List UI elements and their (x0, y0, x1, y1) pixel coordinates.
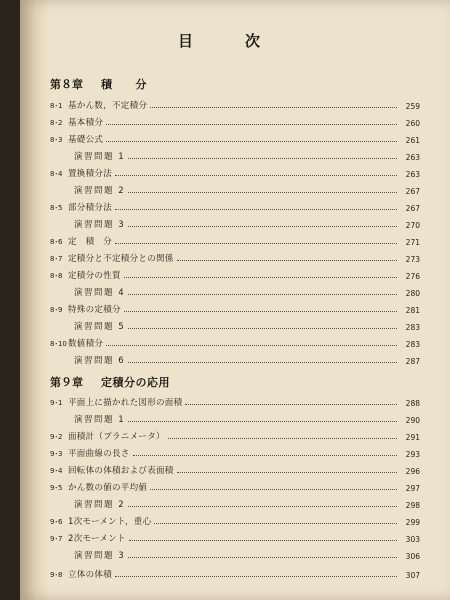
page-number: 281 (405, 306, 420, 315)
page-number: 260 (405, 119, 420, 128)
page-number: 259 (405, 102, 420, 111)
toc-entry-row (50, 445, 420, 459)
section-number: 8･9 (50, 306, 63, 314)
dot-leader (106, 123, 397, 125)
section-number: 9･1 (50, 399, 63, 407)
dot-leader (185, 403, 397, 405)
page-number: 283 (405, 340, 420, 349)
page-number: 280 (405, 289, 420, 298)
section-number: 9･2 (50, 433, 63, 441)
dot-leader (177, 471, 397, 473)
section-title: 演習問題 1 (74, 152, 126, 162)
section-title: 演習問題 1 (74, 415, 126, 425)
section-number: 9･5 (50, 484, 63, 492)
section-title: 数値積分 (68, 339, 104, 349)
section-number: 8･6 (50, 238, 63, 246)
section-title: 1次モーメント，重心 (68, 517, 152, 527)
page-number: 273 (405, 255, 420, 264)
dot-leader (129, 539, 397, 541)
dot-leader (150, 488, 397, 490)
toc-entry-row (50, 428, 420, 442)
section-title: 演習問題 4 (74, 288, 126, 298)
dot-leader (124, 276, 397, 278)
section-number: 9･4 (50, 467, 63, 475)
page-number: 306 (405, 552, 420, 561)
dot-leader (124, 310, 397, 312)
section-title: 面積計（プラニメータ） (68, 432, 165, 442)
section-title: 特殊の定積分 (68, 305, 121, 315)
section-number: 9･8 (50, 571, 63, 579)
page-title (178, 30, 260, 51)
page-number: 291 (405, 433, 420, 442)
dot-leader (128, 361, 397, 363)
toc-entry-row (50, 479, 420, 493)
section-title: 演習問題 2 (74, 500, 126, 510)
section-number: 8･4 (50, 170, 63, 178)
section-number: 8･1 (50, 102, 63, 110)
section-title: 2次モーメント (68, 534, 126, 544)
toc-entry-row (50, 114, 420, 128)
page-number: 270 (405, 221, 420, 230)
page-number: 296 (405, 467, 420, 476)
dot-leader (150, 106, 397, 108)
toc-entry-row (50, 250, 420, 264)
toc-entry-row (50, 335, 420, 349)
page-number: 263 (405, 153, 420, 162)
section-title: 定積分の性質 (68, 271, 121, 281)
toc-entry-row (50, 301, 420, 315)
section-title: 置換積分法 (68, 169, 113, 179)
section-number: 9･3 (50, 450, 63, 458)
chapter-name: 積 分 (101, 78, 147, 91)
title-char-2: 次 (245, 32, 261, 50)
toc-entry-row (50, 165, 420, 179)
chapter-heading (50, 374, 170, 390)
toc-exercise-row (50, 148, 420, 162)
toc-exercise-row (50, 182, 420, 196)
page-number: 276 (405, 272, 420, 281)
section-number: 8･7 (50, 255, 63, 263)
section-title: 演習問題 5 (74, 322, 126, 332)
page-number: 297 (405, 484, 420, 493)
section-title: 演習問題 3 (74, 220, 126, 230)
book-page (20, 0, 450, 600)
toc-entry-row (50, 199, 420, 213)
page-number: 287 (405, 357, 420, 366)
section-title: 基本積分 (68, 118, 104, 128)
section-title: 平面上に描かれた図形の面積 (68, 398, 183, 408)
dot-leader (128, 420, 397, 422)
chapter-number: 第８章 (50, 78, 83, 91)
chapter-heading (50, 76, 147, 92)
section-number: 8･2 (50, 119, 63, 127)
dot-leader (128, 191, 397, 193)
dot-leader (115, 208, 397, 210)
toc-exercise-row (50, 547, 420, 561)
toc-entry-row (50, 462, 420, 476)
toc-exercise-row (50, 496, 420, 510)
title-char-1: 目 (178, 32, 194, 50)
dot-leader (168, 437, 397, 439)
dot-leader (128, 327, 397, 329)
dot-leader (106, 344, 397, 346)
chapter-name: 定積分の応用 (101, 376, 170, 389)
dot-leader (128, 556, 397, 558)
section-title: 基礎公式 (68, 135, 104, 145)
toc-entry-row (50, 566, 420, 580)
page-number: 307 (405, 571, 420, 580)
page-number: 267 (405, 187, 420, 196)
toc-exercise-row (50, 216, 420, 230)
toc-entry-row (50, 394, 420, 408)
section-title: 定積分と不定積分との関係 (68, 254, 174, 264)
page-number: 261 (405, 136, 420, 145)
section-title: 平面曲線の長さ (68, 449, 130, 459)
chapter-number: 第９章 (50, 376, 83, 389)
dot-leader (154, 522, 397, 524)
toc-entry-row (50, 530, 420, 544)
section-title: 定 積 分 (68, 237, 113, 247)
dot-leader (115, 575, 397, 577)
section-title: 立体の体積 (68, 570, 113, 580)
dot-leader (115, 174, 397, 176)
dot-leader (106, 140, 397, 142)
dot-leader (177, 259, 397, 261)
section-title: かん数の値の平均値 (68, 483, 148, 493)
page-number: 288 (405, 399, 420, 408)
toc-entry-row (50, 267, 420, 281)
dot-leader (128, 225, 397, 227)
toc-exercise-row (50, 318, 420, 332)
section-title: 基かん数，不定積分 (68, 101, 148, 111)
page-number: 293 (405, 450, 420, 459)
section-title: 部分積分法 (68, 203, 113, 213)
toc-exercise-row (50, 284, 420, 298)
page-number: 303 (405, 535, 420, 544)
section-number: 9･7 (50, 535, 63, 543)
section-number: 8･10 (50, 340, 67, 348)
section-number: 9･6 (50, 518, 63, 526)
dot-leader (128, 157, 397, 159)
dot-leader (128, 505, 397, 507)
dot-leader (133, 454, 397, 456)
toc-entry-row (50, 513, 420, 527)
page-number: 263 (405, 170, 420, 179)
page-number: 298 (405, 501, 420, 510)
page-number: 283 (405, 323, 420, 332)
section-title: 演習問題 2 (74, 186, 126, 196)
page-number: 290 (405, 416, 420, 425)
section-title: 演習問題 3 (74, 551, 126, 561)
dot-leader (115, 242, 397, 244)
page-number: 271 (405, 238, 420, 247)
toc-entry-row (50, 97, 420, 111)
toc-entry-row (50, 233, 420, 247)
dot-leader (128, 293, 397, 295)
section-title: 回転体の体積および表面積 (68, 466, 174, 476)
toc-entry-row (50, 131, 420, 145)
toc-exercise-row (50, 352, 420, 366)
page-number: 299 (405, 518, 420, 527)
section-number: 8･3 (50, 136, 63, 144)
section-number: 8･8 (50, 272, 63, 280)
section-title: 演習問題 6 (74, 356, 126, 366)
page-number: 267 (405, 204, 420, 213)
section-number: 8･5 (50, 204, 63, 212)
toc-exercise-row (50, 411, 420, 425)
